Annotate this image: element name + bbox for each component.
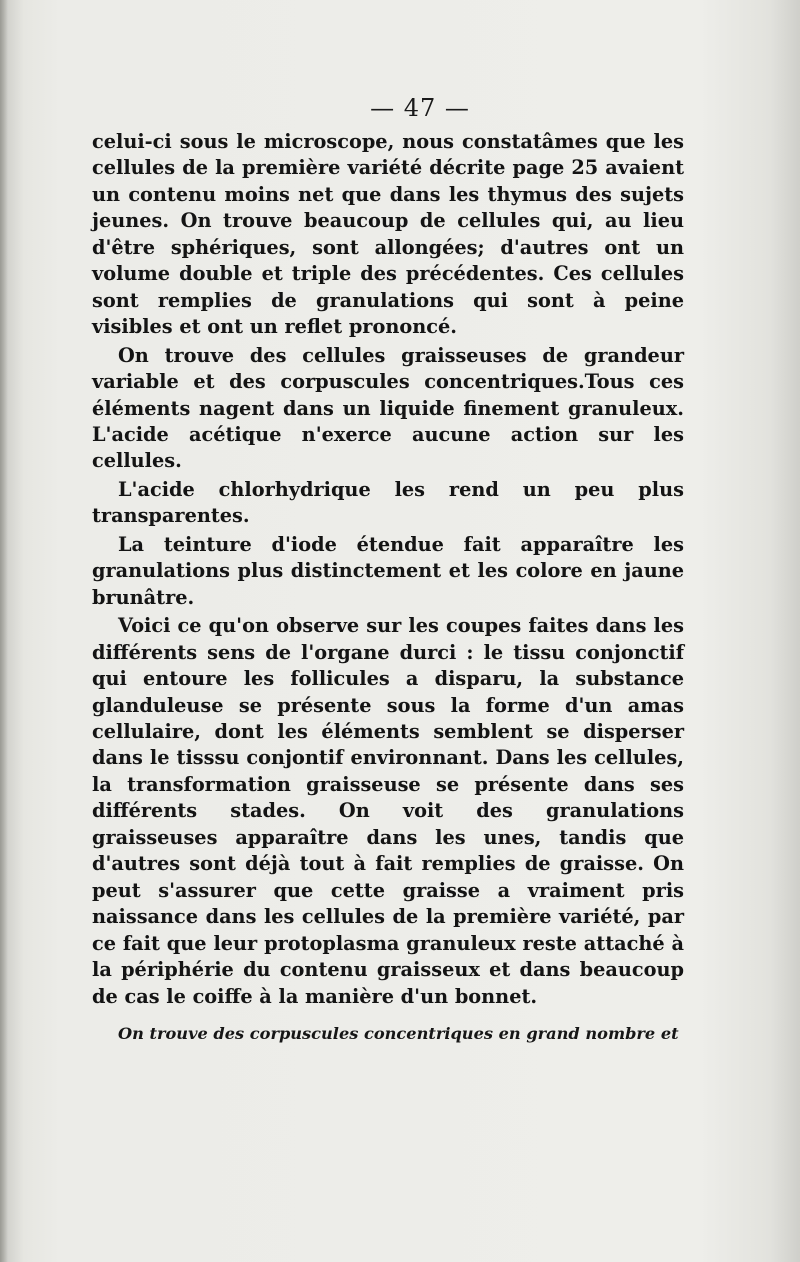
paragraph-3: L'acide chlorhydrique les rend un peu plus transparentes. xyxy=(92,477,684,528)
paragraph-2: On trouve des cellules graisseuses de grandeur variable et des corpuscules concentriques.Tous ces éléments nagent dans un liquide finement granuleux. L'acide acétique n'exerce aucune action sur les cellules. xyxy=(92,343,684,473)
page-number: — 47 — xyxy=(370,94,470,122)
italic-last-line: On trouve des corpuscules concentriques en grand nombre et xyxy=(118,1024,679,1043)
paragraph-4: La teinture d'iode étendue fait apparaître les granulations plus distinctement et les colore en jaune brunâtre. xyxy=(92,532,684,609)
page-gutter-shadow xyxy=(0,0,8,1262)
paragraph-5: Voici ce qu'on observe sur les coupes faites dans les différents sens de l'organe durci : le tissu conjonctif qui entoure les follicules a disparu, la substance glanduleuse se présente sous la forme d'un amas cellulaire, dont les éléments semblent se disperser dans le tisssu conjontif environnant. Dans les cellules, la transformation graisseuse se présente dans ses différents stades. On voit des granulations graisseuses apparaître dans les unes, tandis que d'autres sont déjà tout à fait remplies de graisse. On peut s'assurer que cette graisse a vraiment pris naissance dans les cellules de la première variété, par ce fait que leur protoplasma granuleux reste attaché à la périphérie du contenu graisseux et dans beaucoup de cas le coiffe à la manière d'un bonnet. xyxy=(92,614,684,1008)
body-text xyxy=(92,129,684,1012)
paragraph-1: celui-ci sous le microscope, nous constatâmes que les cellules de la première variété décrite page 25 avaient un contenu moins net que dans les thymus des sujets jeunes. On trouve beaucoup de cellules qui, au lieu d'être sphériques, sont allongées; d'autres ont un volume double et triple des précédentes. Ces cellules sont remplies de granulations qui sont à peine visibles et ont un reflet prononcé. xyxy=(92,130,684,339)
